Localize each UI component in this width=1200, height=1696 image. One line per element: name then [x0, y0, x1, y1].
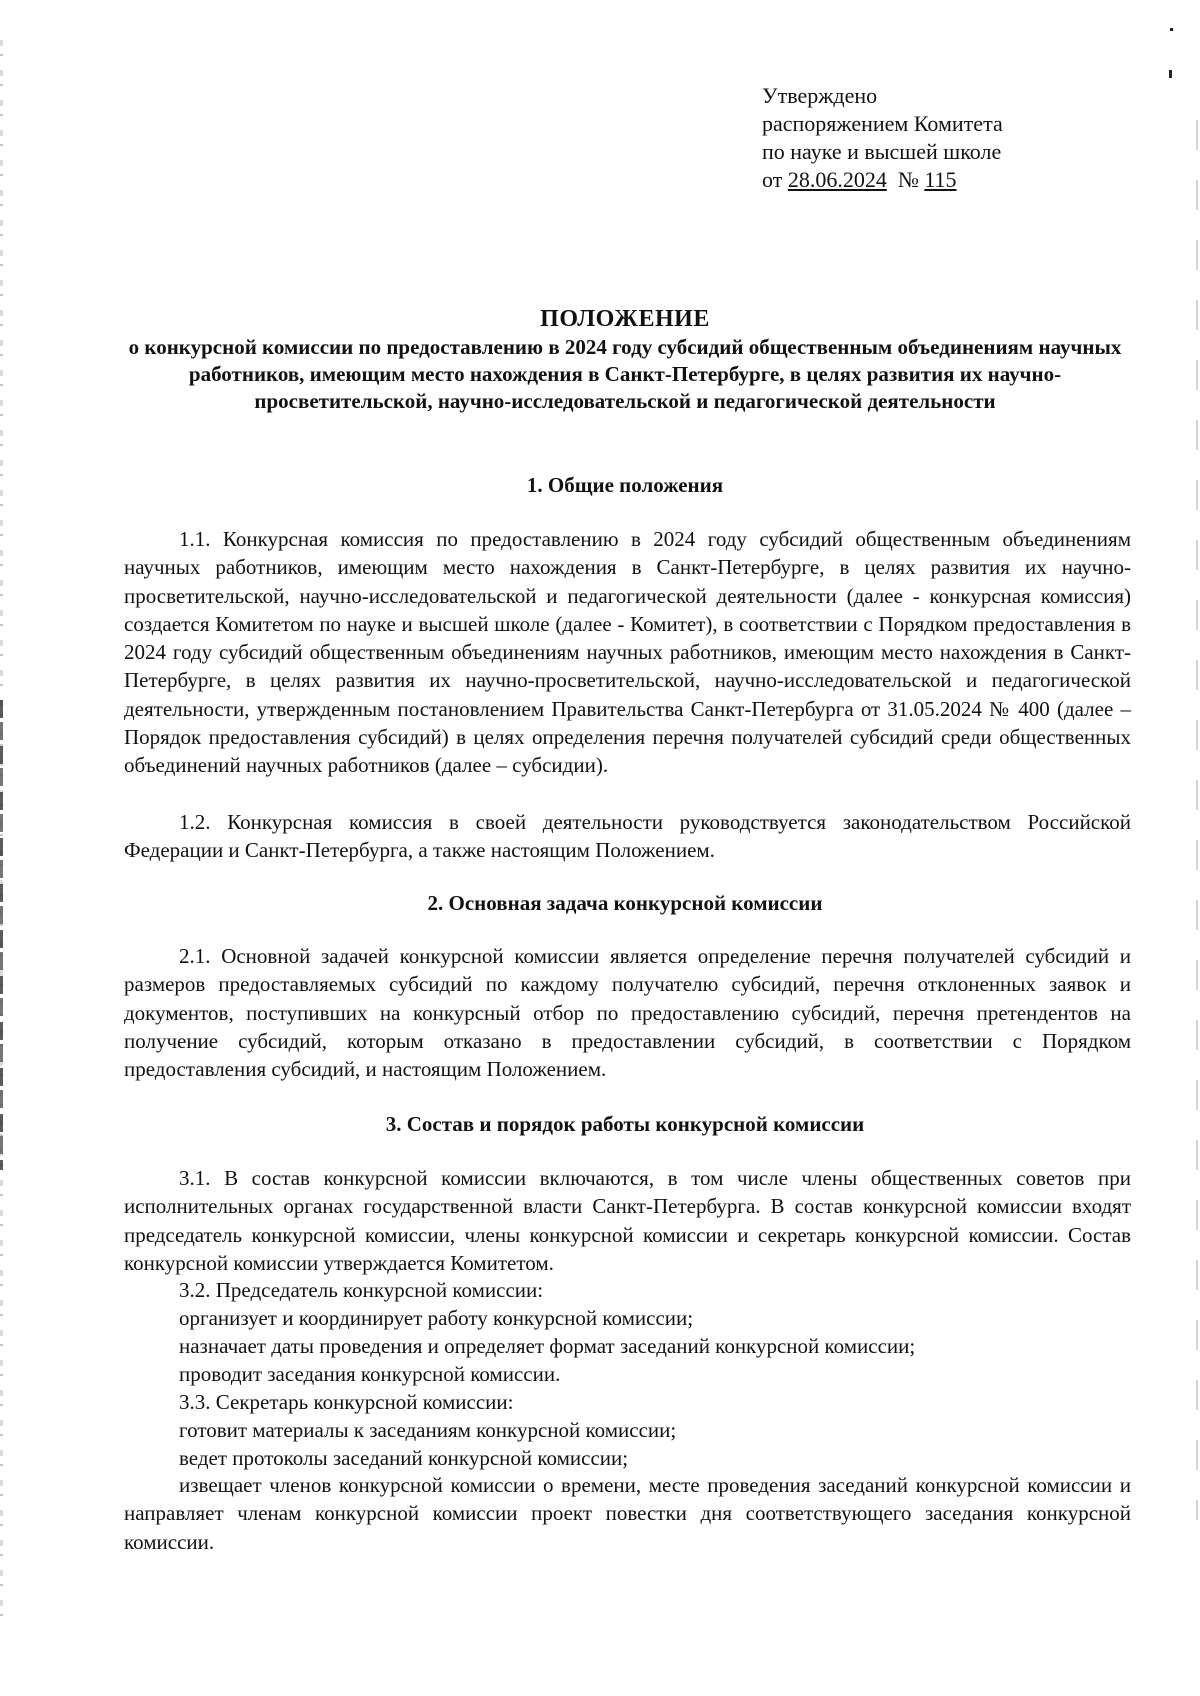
- paragraph: извещает членов конкурсной комиссии о времени, месте проведения заседаний конкурсной комиссии и направляет членам конкурсной комиссии проект повестки дня соответствующего заседания конкурсной комиссии.: [124, 1473, 1131, 1554]
- list-line: организует и координирует работу конкурсной комиссии;: [179, 1306, 694, 1330]
- scan-edge-artifact: [1196, 120, 1198, 1520]
- paragraph: 1.1. Конкурсная комиссия по предоставлению в 2024 году субсидий общественным объединениям научных работников, имеющим место нахождения в Санкт-Петербурге, в целях развития их научно-просветительской, научно-исследовательской и педагогической деятельности (далее - конкурсная комиссия) создается Комитетом по науке и высшей школе (далее - Комитет), в соответствии с Порядком предоставления в 2024 году субсидий общественным объединениям научных работников, имеющим место нахождения в Санкт-Петербурге, в целях развития их научно-просветительской, научно-исследовательской и педагогической деятельности, утвержденным постановлением Правительства Санкт-Петербурга от 31.05.2024 № 400 (далее – Порядок предоставления субсидий) в целях определения перечня получателей субсидий среди общественных объединений научных работников (далее – субсидии).: [124, 527, 1131, 778]
- section-heading: 1. Общие положения: [526, 473, 724, 497]
- scan-edge-artifact: [0, 700, 3, 1170]
- paragraph: 3.1. В состав конкурсной комиссии включаются, в том числе члены общественных советов при исполнительных органах государственной власти Санкт-Петербурга. В состав конкурсной комиссии входят председатель конкурсной комиссии, члены конкурсной комиссии и секретарь конкурсной комиссии. Состав конкурсной комиссии утверждается Комитетом.: [124, 1166, 1131, 1275]
- approval-stamp: [762, 82, 1003, 194]
- list-line: проводит заседания конкурсной комиссии.: [179, 1362, 561, 1386]
- title-block: [120, 304, 1130, 415]
- section-heading: 2. Основная задача конкурсной комиссии: [427, 891, 823, 915]
- section-heading: 3. Состав и порядок работы конкурсной комиссии: [385, 1112, 865, 1136]
- list-line: готовит материалы к заседаниям конкурсной комиссии;: [179, 1418, 677, 1442]
- paragraph: 1.2. Конкурсная комиссия в своей деятельности руководствуется законодательством Российской Федерации и Санкт-Петербурга, а также настоящим Положением.: [124, 810, 1131, 863]
- list-line: 3.3. Секретарь конкурсной комиссии:: [179, 1390, 514, 1414]
- list-line: ведет протоколы заседаний конкурсной комиссии;: [179, 1446, 629, 1470]
- approval-date: 28.06.2024: [787, 167, 887, 192]
- paragraph: 2.1. Основной задачей конкурсной комиссии является определение перечня получателей субсидий и размеров предоставляемых субсидий по каждому получателю субсидий, перечня отклоненных заявок и документов, поступивших на конкурсный отбор по предоставлению субсидий, перечня претендентов на получение субсидий, которым отказано в предоставлении субсидий, в соответствии с Порядком предоставления субсидий, и настоящим Положением.: [124, 944, 1131, 1082]
- approval-date-line: [762, 166, 1003, 194]
- approval-number: 115: [924, 167, 957, 192]
- approval-line: распоряжением Комитета: [762, 111, 1003, 136]
- scan-speck: [1170, 28, 1173, 31]
- list-line: назначает даты проведения и определяет формат заседаний конкурсной комиссии;: [179, 1334, 916, 1358]
- date-prefix: от: [762, 167, 788, 192]
- document-subtitle: о конкурсной комиссии по предоставлению в 2024 году субсидий общественным объединениям научных работников, имеющим место нахождения в Санкт-Петербурге, в целях развития их научно-просветительской, научно-исследовательской и педагогической деятельности: [128, 335, 1122, 413]
- document-title: ПОЛОЖЕНИЕ: [540, 306, 710, 332]
- scan-speck: [1169, 70, 1172, 78]
- number-prefix: №: [897, 167, 925, 192]
- list-line: 3.2. Председатель конкурсной комиссии:: [179, 1278, 544, 1302]
- approval-line: Утверждено: [762, 83, 878, 108]
- approval-line: по науке и высшей школе: [762, 139, 1002, 164]
